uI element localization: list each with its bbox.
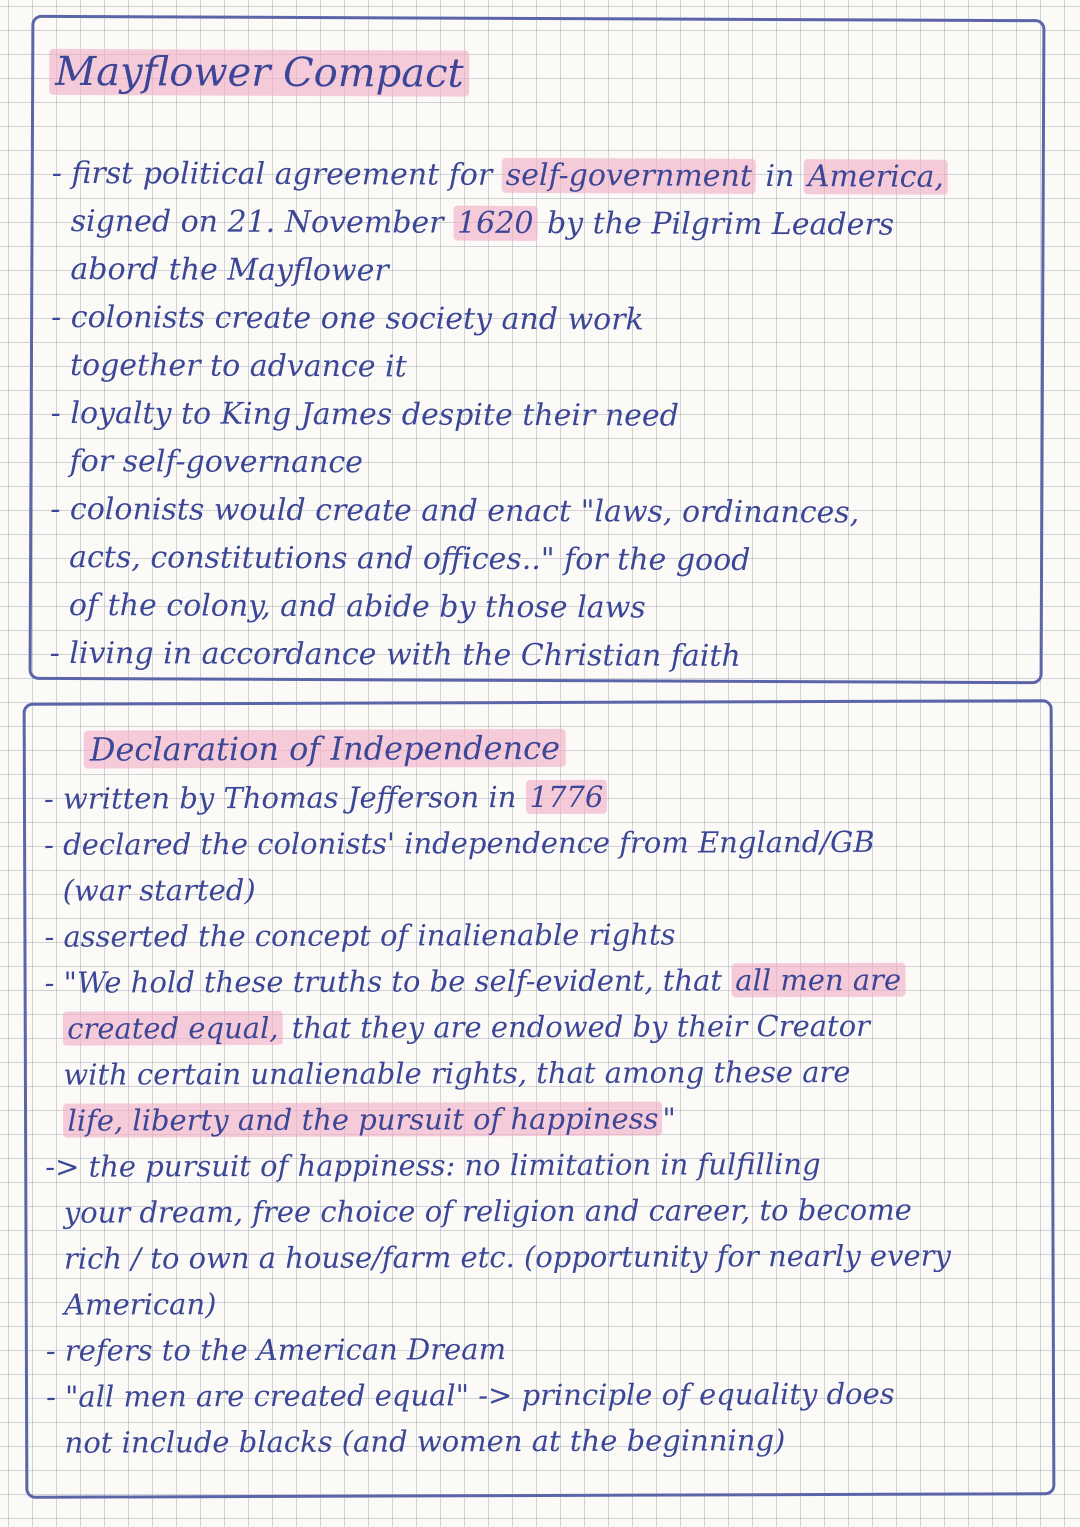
note-line [51,198,1036,250]
note-line [51,390,1036,442]
note-line [45,1048,1045,1097]
note-line [45,1186,1045,1235]
note-text: of the colony, and abide by those laws [49,587,646,626]
note-line [50,438,1035,490]
note-line [50,534,1035,586]
note-line [44,864,1044,913]
highlighted-text: 1620 [453,206,538,241]
note-line [51,246,1036,298]
note-line [51,294,1036,346]
note-text: - living in accordance with the Christian faith [49,635,741,674]
note-text [45,1104,64,1138]
note-line [45,1094,1045,1143]
note-text: American) [45,1287,217,1322]
highlighted-text: 1776 [526,780,608,814]
note-text: signed on 21. November [51,203,454,241]
note-text: for self-governance [50,443,364,481]
highlighted-text: America, [804,159,948,195]
highlighted-text: life, liberty and the pursuit of happiness [63,1102,662,1138]
note-text: - loyalty to King James despite their need [50,395,679,434]
note-text: - colonists would create and enact "laws, ordinances, [50,491,860,531]
note-line [51,342,1036,394]
note-line [45,1140,1045,1189]
section-title [84,724,566,774]
section-title-text: Declaration of Independence [84,729,566,769]
highlighted-text: created equal, [63,1011,282,1046]
note-text: - declared the colonists' independence from England/GB [44,824,875,862]
note-text: with certain unalienable rights, that among these are [44,1054,851,1092]
note-text [45,1012,64,1046]
section-notes [44,772,1046,1465]
note-line [45,1002,1045,1051]
note-line [46,1278,1046,1327]
note-text: - first political agreement for [51,155,502,193]
note-line [52,150,1037,202]
declaration-of-independence-box [23,699,1056,1499]
note-text: - asserted the concept of inalienable rights [44,917,676,954]
section-title [49,48,470,98]
note-text: " [662,1101,676,1136]
note-line [46,1324,1046,1373]
note-text: - written by Thomas Jefferson in [43,780,526,816]
note-text: acts, constitutions and offices.." for the good [50,539,751,578]
note-text: by the Pilgrim Leaders [537,206,895,243]
note-text: rich / to own a house/farm etc. (opportunity for nearly every [45,1238,951,1276]
note-line [44,818,1044,867]
note-text: - colonists create one society and work [51,299,644,338]
note-text: - "all men are created equal" -> principle of equality does [45,1376,895,1414]
note-line [45,956,1045,1005]
note-line [44,910,1044,959]
note-line [50,582,1035,634]
note-line [50,630,1035,682]
note-text: that they are endowed by their Creator [282,1008,871,1045]
note-text: abord the Mayflower [51,251,389,289]
note-text: -> the pursuit of happiness: no limitation in fulfilling [45,1147,821,1184]
note-text: your dream, free choice of religion and career, to become [45,1192,912,1230]
note-line [45,1232,1045,1281]
note-text: (war started) [44,872,256,908]
note-line [44,772,1044,821]
note-text: - refers to the American Dream [45,1332,507,1368]
section-notes [50,150,1037,682]
note-line [46,1416,1046,1465]
section-title-text: Mayflower Compact [49,49,470,97]
note-line [50,486,1035,538]
mayflower-compact-box [29,15,1046,684]
note-text: in [755,158,804,195]
note-line [46,1370,1046,1419]
note-text: not include blacks (and women at the beginning) [46,1423,786,1460]
highlighted-text: self-government [502,158,756,194]
note-text: together to advance it [50,347,407,385]
note-text: - "We hold these truths to be self-evident, that [44,963,732,1000]
highlighted-text: all men are [731,963,905,998]
